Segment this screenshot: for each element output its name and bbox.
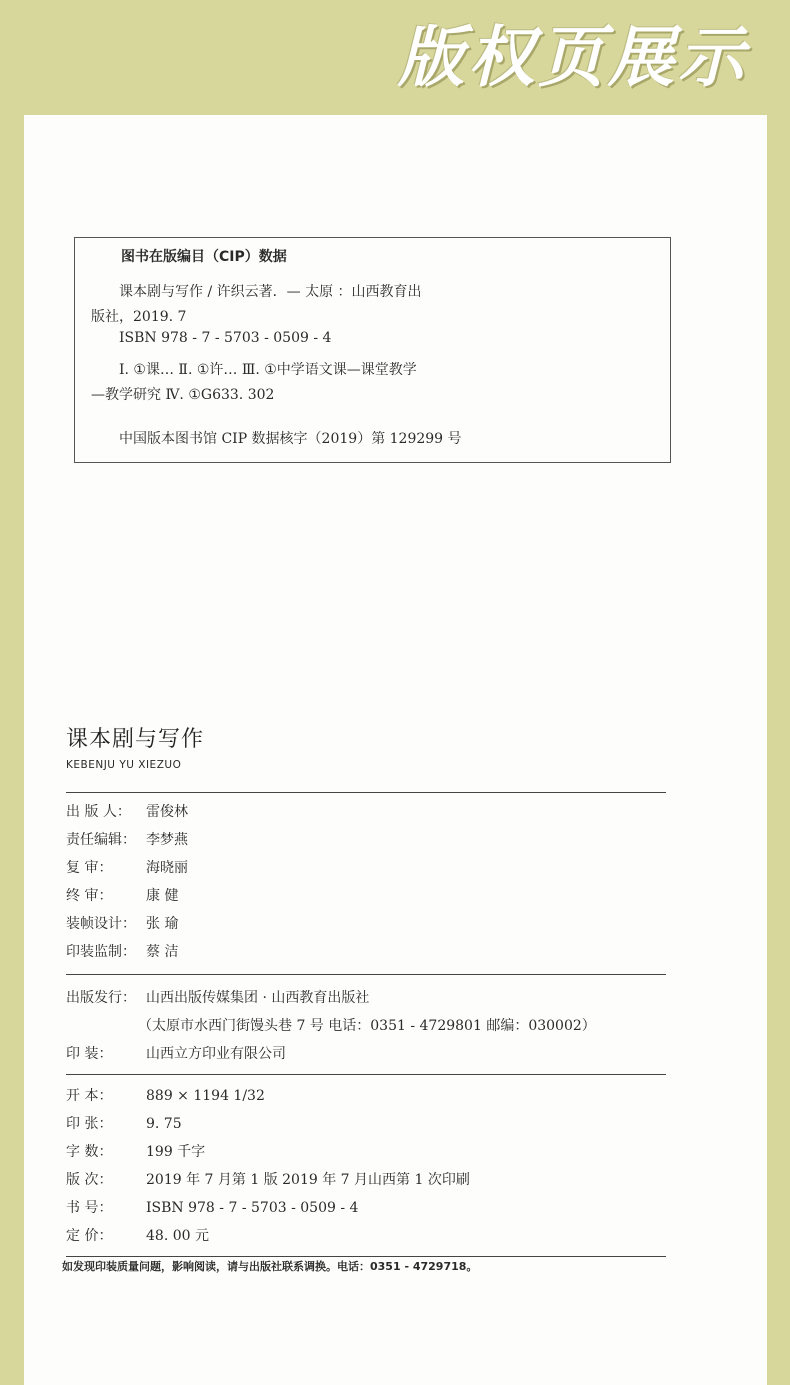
publisher-address: （太原市水西门街馒头巷 7 号 电话：0351 - 4729801 邮编：030002） bbox=[138, 1018, 596, 1034]
staff-row: 装帧设计： 张 瑜 bbox=[66, 916, 179, 932]
spec-row: 书 号： ISBN 978 - 7 - 5703 - 0509 - 4 bbox=[66, 1200, 359, 1216]
cip-line-4: Ⅰ. ①课… Ⅱ. ①许… Ⅲ. ①中学语文课—课堂教学 bbox=[119, 362, 417, 378]
spec-row: 字 数： 199 千字 bbox=[66, 1144, 206, 1160]
divider bbox=[66, 1074, 666, 1075]
spec-row: 定 价： 48. 00 元 bbox=[66, 1228, 209, 1244]
cip-data-box bbox=[74, 237, 671, 463]
banner-title: 版权页展示 bbox=[398, 19, 748, 96]
printer-row: 印 装： 山西立方印业有限公司 bbox=[66, 1046, 286, 1062]
publisher-row: 出版发行： 山西出版传媒集团 · 山西教育出版社 bbox=[66, 990, 370, 1006]
cip-line-5: —教学研究 Ⅳ. ①G633. 302 bbox=[91, 387, 275, 403]
footer-note: 如发现印装质量问题，影响阅读，请与出版社联系调换。电话：0351 - 4729718。 bbox=[62, 1260, 478, 1273]
book-pinyin: KEBENJU YU XIEZUO bbox=[66, 759, 182, 771]
staff-row: 印装监制： 蔡 洁 bbox=[66, 944, 179, 960]
cip-line-1: 课本剧与写作 / 许织云著．— 太原 ：山西教育出 bbox=[119, 284, 422, 300]
spec-row: 开 本： 889 × 1194 1/32 bbox=[66, 1088, 265, 1104]
divider bbox=[66, 792, 666, 793]
spec-row: 印 张： 9. 75 bbox=[66, 1116, 182, 1132]
divider bbox=[66, 974, 666, 975]
cip-line-2: 版社，2019. 7 bbox=[91, 309, 187, 325]
cip-title: 图书在版编目（CIP）数据 bbox=[121, 249, 287, 265]
staff-row: 复 审： 海晓丽 bbox=[66, 860, 188, 876]
copyright-page bbox=[24, 115, 767, 1385]
book-title: 课本剧与写作 bbox=[66, 727, 205, 752]
staff-row: 责任编辑： 李梦燕 bbox=[66, 832, 188, 848]
cip-line-6: 中国版本图书馆 CIP 数据核字（2019）第 129299 号 bbox=[119, 431, 462, 447]
staff-row: 终 审： 康 健 bbox=[66, 888, 179, 904]
spec-row: 版 次： 2019 年 7 月第 1 版 2019 年 7 月山西第 1 次印刷 bbox=[66, 1172, 470, 1188]
divider bbox=[66, 1256, 666, 1257]
cip-line-3: ISBN 978 - 7 - 5703 - 0509 - 4 bbox=[119, 330, 332, 346]
header-banner bbox=[0, 0, 790, 115]
staff-row: 出 版 人： 雷俊林 bbox=[66, 804, 188, 820]
